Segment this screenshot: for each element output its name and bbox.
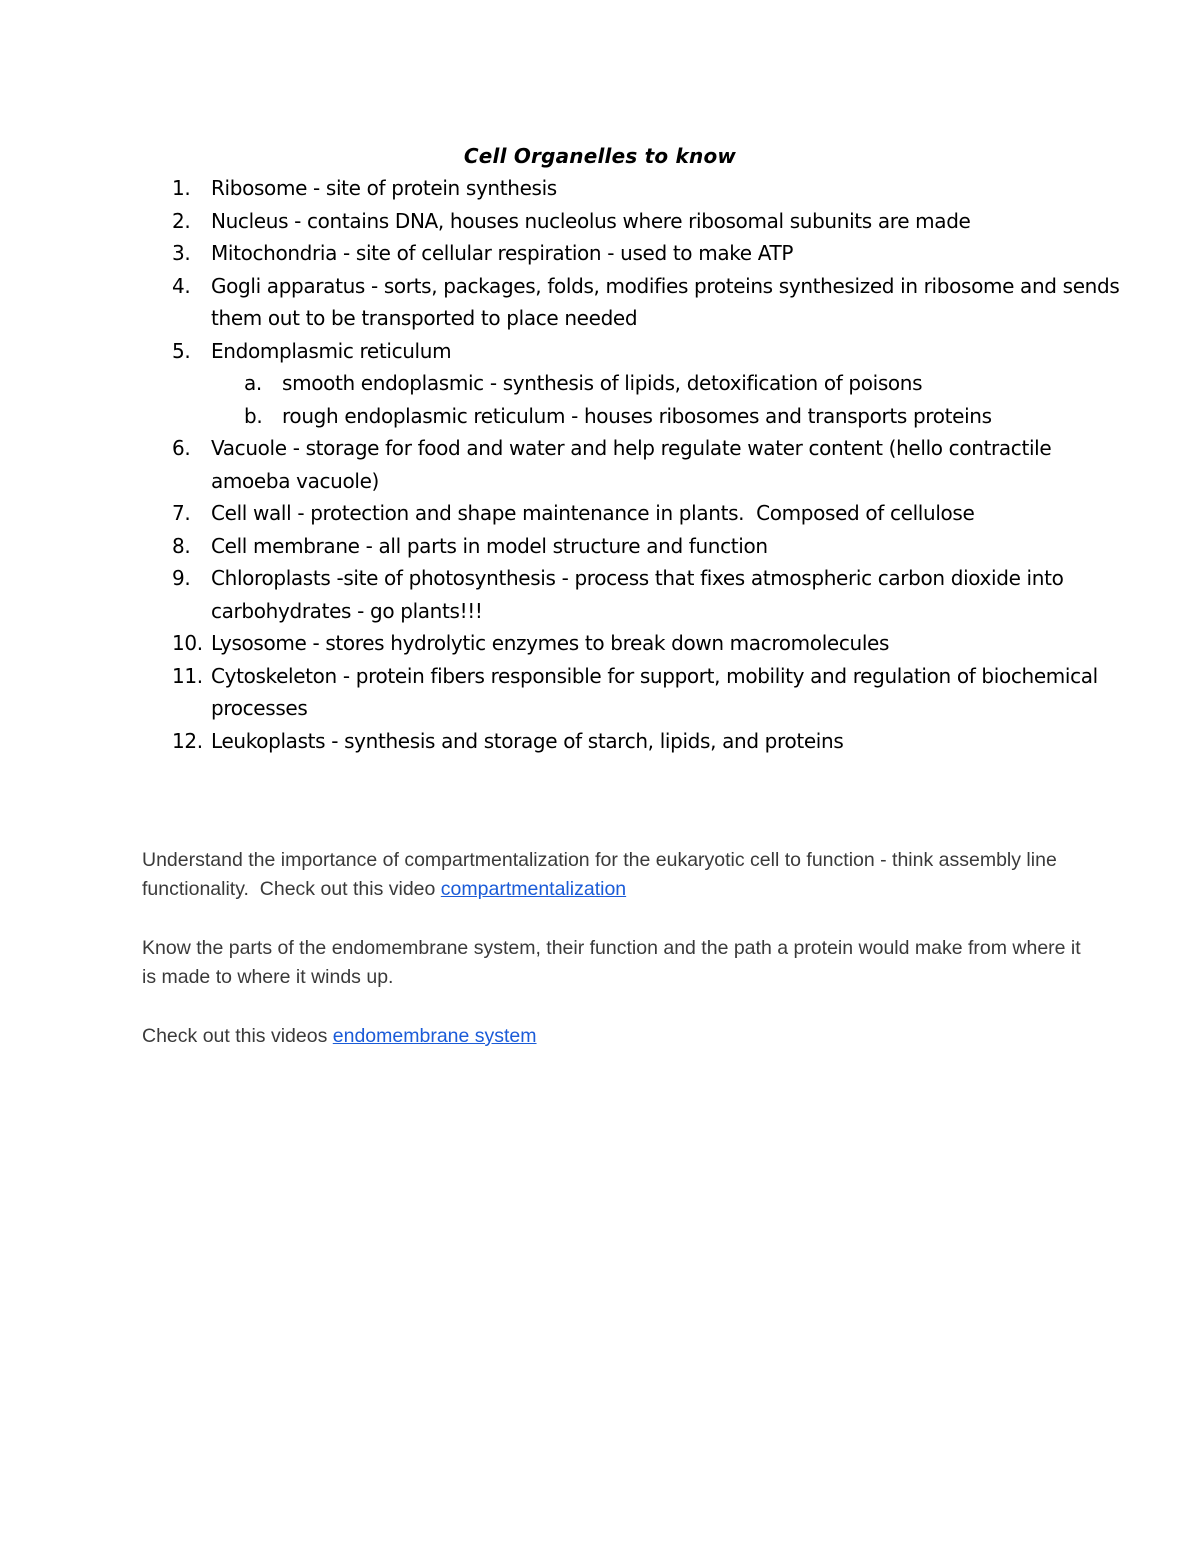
list-item	[172, 660, 1132, 725]
list-item	[172, 172, 1132, 205]
list-item-text: Nucleus - contains DNA, houses nucleolus where ribosomal subunits are made	[211, 208, 971, 233]
sub-list-letter: a.	[244, 371, 262, 395]
list-item	[172, 335, 1132, 433]
list-item-text: Leukoplasts - synthesis and storage of starch, lipids, and proteins	[211, 728, 844, 753]
paragraph-text: Know the parts of the endomembrane system, their function and the path a protein would make from where it is made to where it winds up.	[142, 937, 1081, 988]
list-number: 11.	[172, 663, 203, 688]
list-number: 10.	[172, 631, 203, 655]
sub-list-item-text: smooth endoplasmic - synthesis of lipids, detoxification of poisons	[282, 371, 923, 395]
list-number: 5.	[172, 338, 191, 363]
list-number: 1.	[172, 176, 191, 200]
list-item-text: Chloroplasts -site of photosynthesis - process that fixes atmospheric carbon dioxide into carbohydrates - go plants!!!	[211, 566, 1064, 623]
list-item-text: Endomplasmic reticulum	[211, 338, 452, 363]
list-number: 4.	[172, 273, 191, 298]
list-number: 8.	[172, 533, 191, 558]
list-item	[172, 497, 1132, 530]
list-item	[172, 237, 1132, 270]
list-item-text: Cytoskeleton - protein fibers responsible for support, mobility and regulation of biochemical processes	[211, 663, 1098, 720]
sub-list-letter: b.	[244, 403, 263, 428]
list-item-text: Lysosome - stores hydrolytic enzymes to break down macromolecules	[211, 631, 890, 655]
sub-list	[211, 367, 1132, 432]
list-number: 12.	[172, 728, 203, 753]
endomembrane-system-link[interactable]: endomembrane system	[332, 1025, 537, 1047]
organelle-list	[172, 172, 1132, 757]
paragraph-text: Understand the importance of compartmentalization for the eukaryotic cell to function - think assembly line functionality. Check out this video	[142, 849, 1063, 900]
sub-list-item	[244, 400, 1132, 433]
list-item	[172, 270, 1132, 335]
list-number: 9.	[172, 566, 191, 590]
list-item	[172, 725, 1132, 758]
video-paragraph	[142, 1022, 1082, 1051]
list-item-body	[211, 335, 1132, 433]
list-number: 6.	[172, 436, 191, 460]
compartmentalization-paragraph	[142, 846, 1082, 904]
list-item-text: Mitochondria - site of cellular respiration - used to make ATP	[211, 241, 794, 265]
list-item-text: Cell wall - protection and shape maintenance in plants. Composed of cellulose	[211, 501, 975, 525]
sub-list-item	[244, 367, 1132, 400]
endomembrane-paragraph	[142, 934, 1082, 992]
list-number: 3.	[172, 241, 191, 265]
list-item-text: Vacuole - storage for food and water and help regulate water content (hello contractile amoeba vacuole)	[211, 436, 1052, 493]
list-item	[172, 205, 1132, 238]
list-number: 2.	[172, 208, 191, 233]
list-item-text: Gogli apparatus - sorts, packages, folds, modifies proteins synthesized in ribosome and sends them out to be transported to place needed	[211, 273, 1120, 330]
sub-list-item-text: rough endoplasmic reticulum - houses ribosomes and transports proteins	[282, 403, 992, 428]
list-item	[172, 530, 1132, 563]
list-item-text: Ribosome - site of protein synthesis	[211, 176, 557, 200]
paragraph-text: Check out this videos	[142, 1025, 333, 1047]
list-item	[172, 562, 1132, 627]
document-title: Cell Organelles to know	[463, 144, 737, 168]
list-item	[172, 627, 1132, 660]
compartmentalization-link[interactable]: compartmentalization	[440, 878, 627, 900]
list-item-text: Cell membrane - all parts in model structure and function	[211, 533, 768, 558]
list-item	[172, 432, 1132, 497]
list-number: 7.	[172, 501, 191, 525]
